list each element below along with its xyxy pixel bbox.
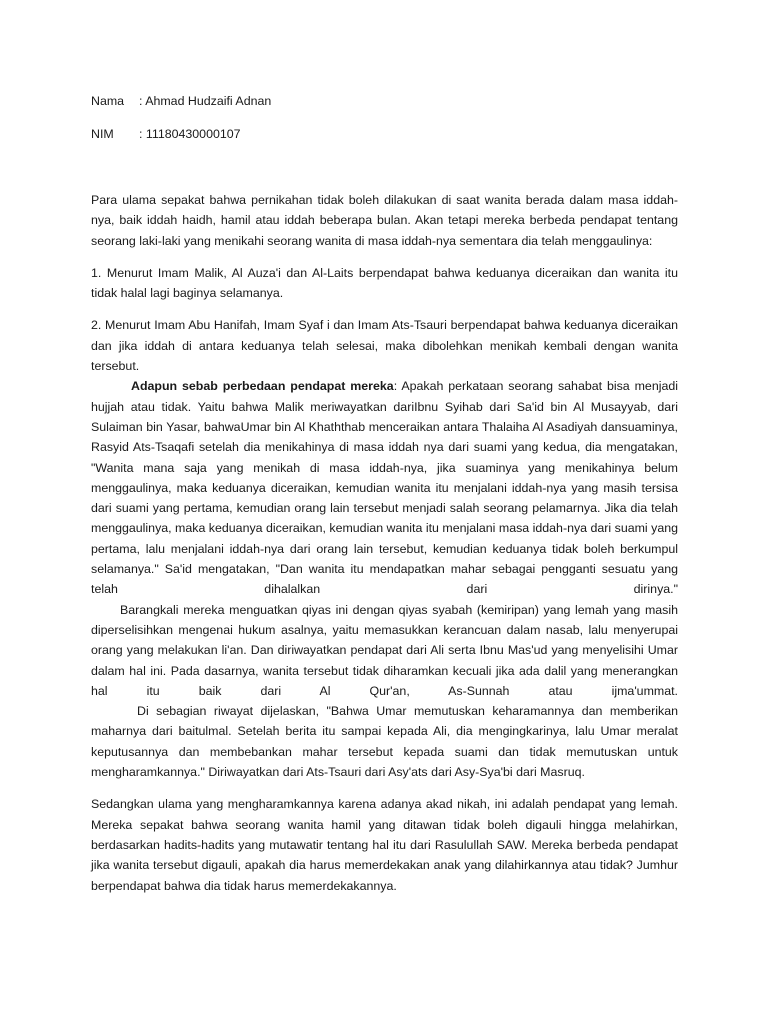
point-2-paragraph: 2. Menurut Imam Abu Hanifah, Imam Syaf i dan Imam Ats-Tsauri berpendapat bahwa keduanya diceraikan dan jika iddah di antara keduanya telah selesai, maka dibolehkan menikah kembali dengan wanita tersebut.	[91, 318, 678, 374]
document-body	[91, 190, 678, 896]
name-value: : Ahmad Hudzaifi Adnan	[139, 94, 272, 108]
nim-label: NIM	[91, 127, 114, 141]
sebab-text: : Apakah perkataan seorang sahabat bisa menjadi hujjah atau tidak. Yaitu bahwa Malik meriwayatkan dariIbnu Syihab dari Sa'id bin Al Musayyab, dari Sulaiman bin Yasar, bahwaUmar bin Al Khaththab menceraikan antara Thalaiha Al Asadiyah dansuaminya, Rasyid Ats-Tsaqafi setelah dia menikahinya di masa iddah nya dari suami yang kedua, dia mengatakan, "Wanita mana saja yang menikah di masa iddah-nya, jika suaminya yang menikahinya belum menggaulinya, maka keduanya diceraikan, kemudian wanita itu menjalani iddah-nya yang masih tersisa dari suami yang pertama, kemudian orang lain tersebut menjadi salah seorang pelamarnya. Jika dia telah menggaulinya, maka keduanya diceraikan, kemudian wanita itu menjalani masa iddah-nya dari suami yang pertama, lalu menjalani iddah-nya dari orang lain tersebut, kemudian keduanya tidak boleh berkumpul selamanya." Sa'id mengatakan, "Dan wanita itu mendapatkan mahar sebagai pengganti sesuatu yang telah dihalalkan dari dirinya."	[91, 379, 678, 597]
name-label: Nama	[91, 94, 125, 108]
riwayat-paragraph: Di sebagian riwayat dijelaskan, "Bahwa Umar memutuskan keharamannya dan memberikan maharnya dari baitulmal. Setelah berita itu sampai kepada Ali, dia mengingkarinya, lalu Umar meralat keputusannya dan membebankan mahar tersebut kepada suami dan tidak memutuskan untuk mengharamkannya." Diriwayatkan dari Ats-Tsauri dari Asy'ats dari Asy-Sya'bi dari Masruq.	[91, 704, 678, 780]
closing-paragraph: Sedangkan ulama yang mengharamkannya karena adanya akad nikah, ini adalah pendapat yang lemah. Mereka sepakat bahwa seorang wanita hamil yang ditawan tidak boleh digauli hingga melahirkan, berdasarkan hadits-hadits yang mutawatir tentang hal itu dari Rasulullah SAW. Mereka berbeda pendapat jika wanita tersebut digauli, apakah dia harus memerdekakan anak yang dilahirkannya atau tidak? Jumhur berpendapat bahwa dia tidak harus memerdekakannya.	[91, 797, 678, 893]
nim-value: : 11180430000107	[139, 127, 241, 141]
name-row	[91, 94, 271, 108]
point-1-paragraph: 1. Menurut Imam Malik, Al Auza'i dan Al-Laits berpendapat bahwa keduanya diceraikan dan wanita itu tidak halal lagi baginya selamanya.	[91, 265, 678, 301]
nim-row	[91, 127, 241, 141]
sebab-heading: Adapun sebab perbedaan pendapat mereka	[131, 379, 394, 394]
intro-paragraph: Para ulama sepakat bahwa pernikahan tidak boleh dilakukan di saat wanita berada dalam masa iddah-nya, baik iddah haidh, hamil atau iddah beberapa bulan. Akan tetapi mereka berbeda pendapat tentang seorang laki-laki yang menikahi seorang wanita di masa iddah-nya sementara dia telah menggaulinya:	[91, 193, 678, 248]
sebab-paragraph	[91, 376, 678, 599]
qiyas-paragraph: Barangkali mereka menguatkan qiyas ini dengan qiyas syabah (kemiripan) yang lemah yang masih diperselisihkan mengenai hukum asalnya, yaitu memasukkan kerancuan dalam nasab, lalu menyerupai orang yang melakukan li'an. Dan diriwayatkan pendapat dari Ali serta Ibnu Mas'ud yang menyelisihi Umar dalam hal ini. Pada dasarnya, wanita tersebut tidak diharamkan kecuali jika ada dalil yang menerangkan hal itu baik dari Al Qur'an, As-Sunnah atau ijma'ummat.	[91, 602, 678, 698]
